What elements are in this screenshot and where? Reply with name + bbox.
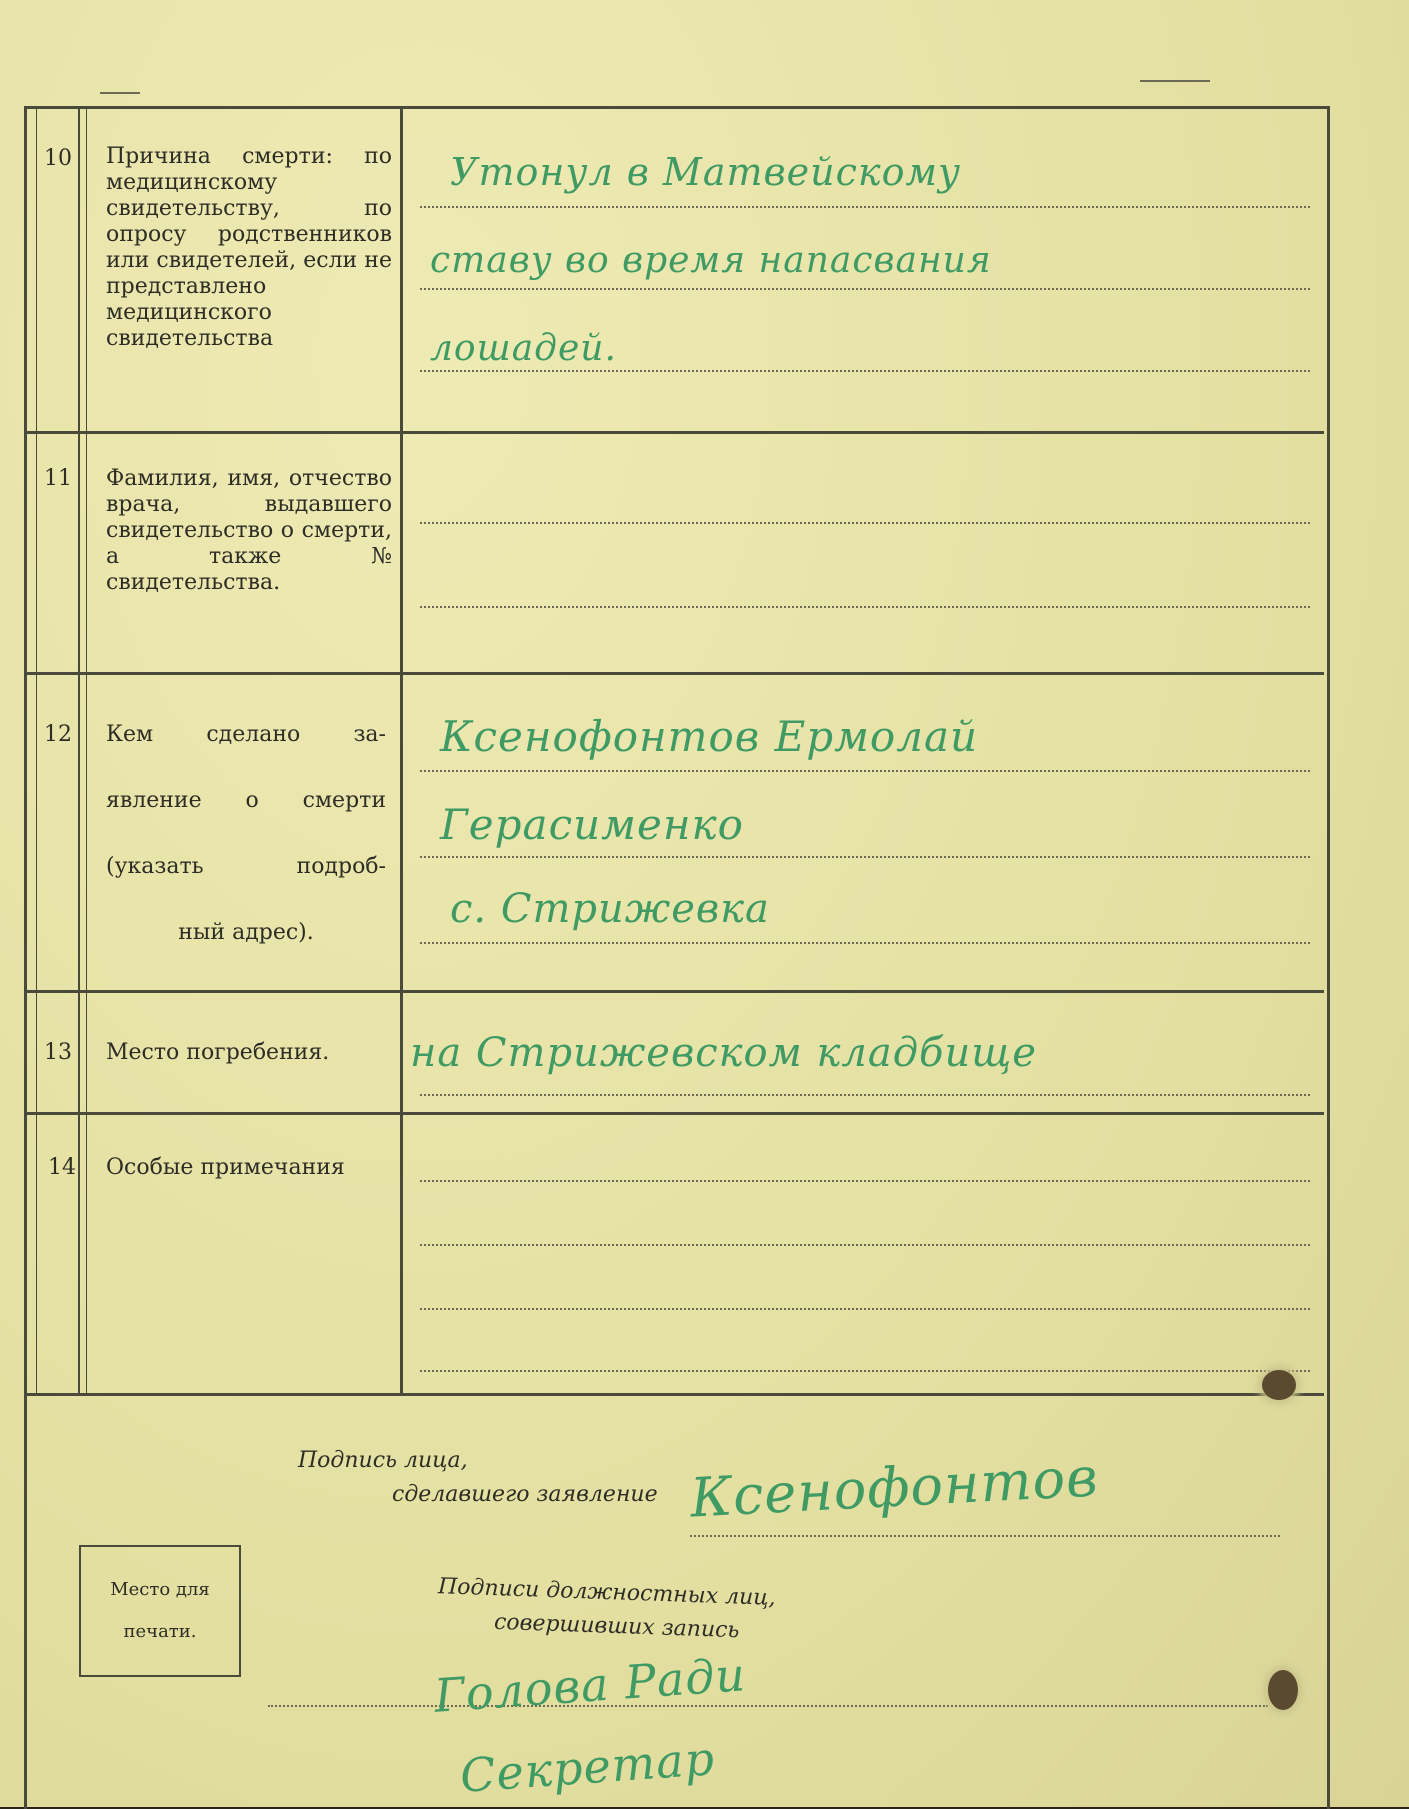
handwritten-official-signature-1: Голова Ради — [432, 1647, 748, 1723]
column-divider-num-inner — [86, 106, 87, 1396]
row-label-doctor: Фамилия, имя, отчество врача, выдавшего свидетельство о смерти, а также № свидетельства. — [106, 466, 392, 595]
entry-line — [420, 370, 1310, 372]
column-divider-label — [400, 106, 403, 1396]
row-label-informant: Кем сделано за- явление о смерти (указать подроб- ный адрес). — [106, 722, 386, 945]
punch-hole — [1262, 1370, 1296, 1400]
handwritten-cause-line-2: ставу во время напасвания — [430, 240, 992, 281]
stamp-placeholder-box: Место для печати. — [79, 1545, 241, 1677]
row-number: 13 — [44, 1040, 72, 1065]
row-number: 11 — [44, 466, 72, 491]
mark — [1140, 80, 1210, 82]
entry-line — [420, 1308, 1310, 1310]
signature-applicant-label-1: Подпись лица, — [298, 1448, 468, 1473]
row-divider — [24, 672, 1324, 675]
signature-line — [268, 1705, 1268, 1707]
entry-line — [420, 942, 1310, 944]
entry-line — [420, 1244, 1310, 1246]
row-number: 12 — [44, 722, 72, 747]
handwritten-informant-surname: Герасименко — [440, 800, 744, 849]
row-divider — [24, 1393, 1324, 1396]
table-border-left-inner — [36, 106, 37, 1396]
entry-line — [420, 206, 1310, 208]
punch-hole — [1268, 1670, 1298, 1710]
entry-line — [420, 1094, 1310, 1096]
signature-line — [690, 1535, 1280, 1537]
entry-line — [420, 1370, 1310, 1372]
column-divider-num — [78, 106, 80, 1396]
row-divider — [24, 990, 1324, 993]
entry-line — [420, 856, 1310, 858]
row-divider — [24, 1112, 1324, 1115]
handwritten-informant-name: Ксенофонтов Ермолай — [440, 712, 979, 761]
handwritten-informant-address: с. Стрижевка — [450, 886, 770, 932]
row-number: 14 — [48, 1155, 76, 1180]
signature-officials-label-1: Подписи должностных лиц, — [437, 1574, 776, 1611]
handwritten-cause-line-1: Утонул в Матвейскому — [450, 150, 961, 194]
handwritten-applicant-signature: Ксенофонтов — [688, 1445, 1100, 1530]
row-label-notes: Особые примечания — [106, 1155, 345, 1180]
entry-line — [420, 522, 1310, 524]
entry-line — [420, 770, 1310, 772]
signature-officials-label-2: совершивших запись — [493, 1609, 740, 1644]
signature-applicant-label-2: сделавшего заявление — [392, 1482, 658, 1507]
entry-line — [420, 1180, 1310, 1182]
handwritten-burial-place: на Стрижевском кладбище — [410, 1030, 1037, 1076]
handwritten-official-signature-2: Секретар — [458, 1731, 717, 1803]
handwritten-cause-line-3: лошадей. — [430, 328, 617, 369]
entry-line — [420, 606, 1310, 608]
row-number: 10 — [44, 146, 72, 171]
row-label-cause-of-death: Причина смерти: по медицинскому свидетельству, по опросу родственников или свидетелей, если не представлено медицинского свидетельства — [106, 144, 392, 351]
mark — [100, 92, 140, 94]
row-label-burial-place: Место погребения. — [106, 1040, 330, 1065]
entry-line — [420, 288, 1310, 290]
row-divider — [24, 431, 1324, 434]
